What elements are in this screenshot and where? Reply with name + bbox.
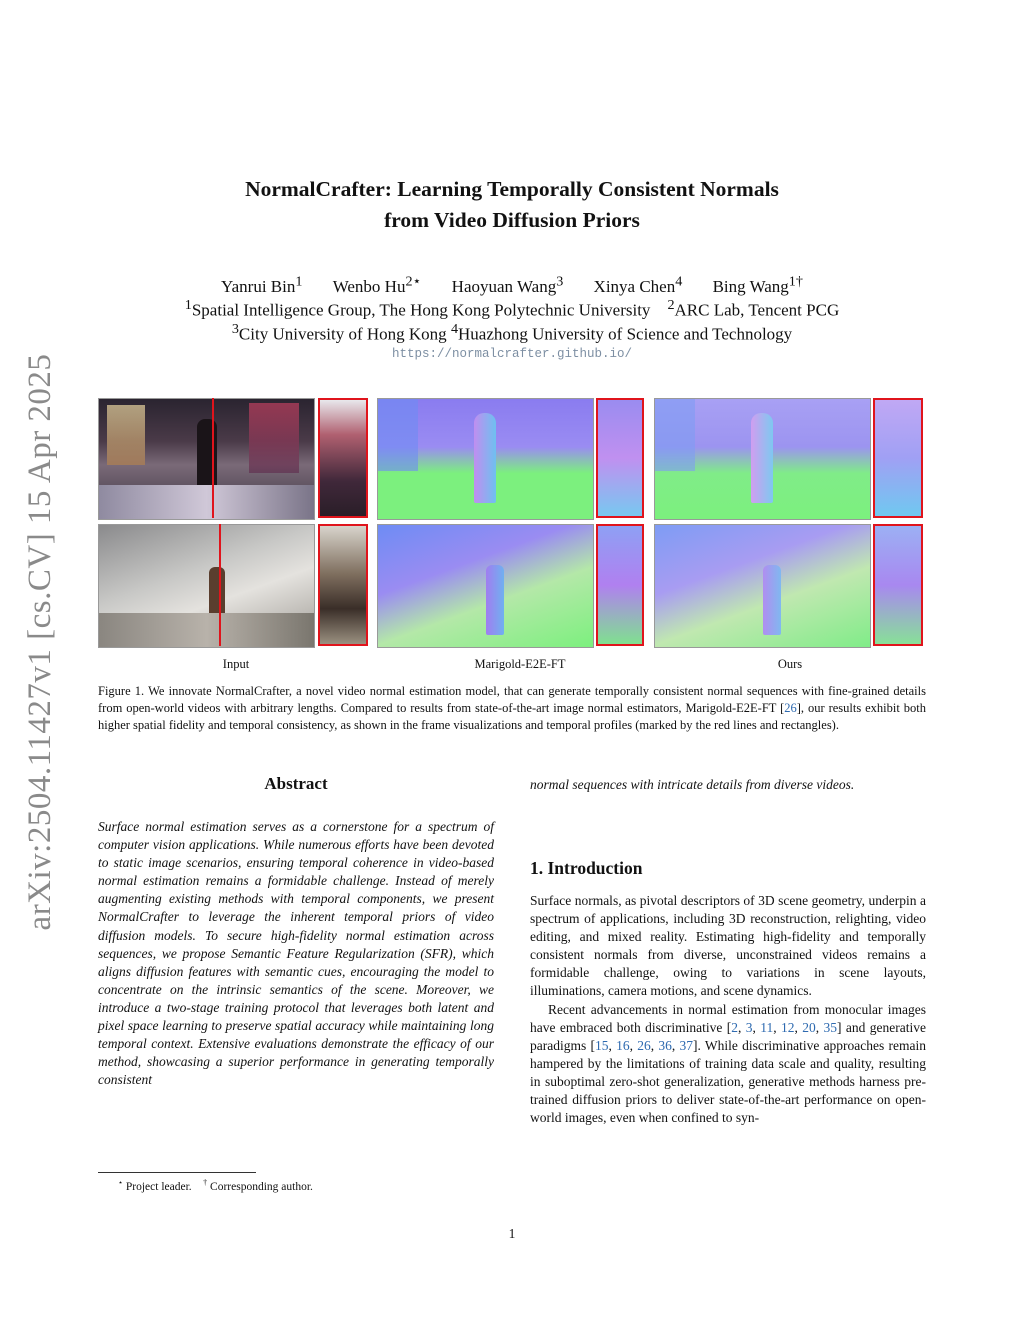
- marigold-normal-street: [377, 398, 594, 520]
- temporal-profile-crop: [318, 524, 368, 646]
- abstract-continuation: normal sequences with intricate details from diverse videos.: [530, 777, 855, 792]
- marigold-normal-hiker: [377, 524, 594, 648]
- affiliation: ARC Lab, Tencent PCG: [674, 300, 840, 320]
- citation-link[interactable]: 12: [781, 1019, 795, 1035]
- page-number: 1: [508, 1226, 516, 1241]
- author: Bing Wang$^{1\dagger}$: [712, 273, 803, 296]
- citation-link[interactable]: 36: [658, 1037, 672, 1053]
- arxiv-identifier: arXiv:2504.11427v1 [cs.CV] 15 Apr 2025: [22, 353, 58, 931]
- citation-link[interactable]: 11: [760, 1019, 774, 1035]
- citation-link[interactable]: 3: [745, 1019, 753, 1035]
- title-line-1: NormalCrafter: Learning Temporally Consistent Normals: [245, 177, 779, 201]
- marigold-profile-crop: [596, 524, 644, 646]
- figure-caption: Figure 1. We innovate NormalCrafter, a novel video normal estimation model, that can generate temporally consistent normal sequences with fine-grained details from open-world videos with arbitrary lengths. Compared to results from state-of-the-art image normal estimators, Marigold-E2E-FT [26], our results exhibit both higher spatial fidelity and temporal consistency, as shown in the frame visualizations and temporal profiles (marked by the red lines and rectangles).: [98, 684, 926, 732]
- citation-link[interactable]: 20: [802, 1019, 816, 1035]
- introduction-body: [530, 892, 926, 1127]
- citation-link[interactable]: 16: [616, 1037, 630, 1053]
- title-line-2: from Video Diffusion Priors: [384, 208, 640, 232]
- affiliation: Spatial Intelligence Group, The Hong Kong Polytechnic University: [191, 300, 651, 320]
- author: Wenbo $Hu^{2⋆}$: [332, 273, 422, 296]
- abstract-body: Surface normal estimation serves as a cornerstone for a spectrum of computer vision applications. While numerous efforts have been devoted to static image scenarios, ensuring temporal coherence in video-based normal estimation remains a formidable challenge. Instead of merely augmenting existing methods with temporal components, we present NormalCrafter to leverage the inherent temporal priors of video diffusion models. To secure high-fidelity normal estimation across sequences, we propose Semantic Feature Regularization (SFR), which aligns diffusion features with semantic cues, encouraging the model to concentrate on the intrinsic semantics of the scene. Moreover, we introduce a two-stage training protocol that leverages both latent and pixel space learning to preserve spatial accuracy while maintaining long temporal context. Extensive evaluations demonstrate the efficacy of our method, showcasing a superior performance in generating temporally consistent: [98, 819, 494, 1088]
- input-frame-hiker: [98, 524, 315, 648]
- citation-link[interactable]: 37: [679, 1037, 693, 1053]
- affiliation: Huazhong University of Science and Technology: [458, 324, 793, 344]
- footnotes: ⋆ Project leader. † Corresponding author.: [118, 1178, 313, 1193]
- project-url-link[interactable]: https://normalcrafter.github.io/: [391, 347, 633, 361]
- column-label-ours: Ours: [777, 657, 803, 671]
- author: Haoyuan Wang$^3$: [451, 273, 564, 296]
- paragraph: Surface normals, as pivotal descriptors of 3D scene geometry, underpin a spectrum of applications, including 3D reconstruction, relighting, video editing, and mixed reality. Estimating high-fidelity and temporally consistent normals from diverse, unconstrained videos remains a formidable challenge, owing to variations in scene layouts, illuminations, camera motions, and scene dynamics.: [530, 893, 926, 999]
- citation-link[interactable]: 26: [637, 1037, 651, 1053]
- paragraph: Recent advancements in normal estimation from monocular images have embraced both discriminative [2, 3, 11, 12, 20, 35] and generative paradigms [15, 16, 26, 36, 37]. While discriminative approaches remain hampered by the limitations of training data scale and quality, resulting in suboptimal zero-shot generalization, generative methods harness pre-trained diffusion priors to deliver state-of-the-art performance on open-world images, even when confined to syn-: [530, 1001, 927, 1126]
- temporal-profile-crop: [318, 398, 368, 518]
- section-heading: 1. Introduction: [530, 858, 643, 878]
- citation-link[interactable]: 15: [594, 1037, 609, 1053]
- author: Xinya Chen$^4$: [593, 273, 683, 296]
- ours-normal-hiker: [654, 524, 871, 648]
- ours-profile-crop: [873, 524, 923, 646]
- temporal-profile-line: [212, 398, 214, 518]
- abstract-heading: Abstract: [264, 774, 328, 793]
- author: Yanrui Bin$^1$: [221, 273, 303, 296]
- column-label-marigold: Marigold-E2E-FT: [474, 657, 566, 671]
- temporal-profile-line: [219, 524, 221, 646]
- citation-link[interactable]: 2: [731, 1019, 738, 1035]
- ours-profile-crop: [873, 398, 923, 518]
- citation-link[interactable]: 35: [823, 1019, 838, 1035]
- footnote-rule: [98, 1172, 256, 1173]
- paper-title: [100, 174, 924, 236]
- affiliation-line-1: $^1$Spatial Intelligence Group, The Hong Kong Polytechnic University $^2$ARC Lab, Tencent PCG: [184, 297, 840, 320]
- input-frame-street: [98, 398, 315, 520]
- affiliation: City University of Hong Kong: [238, 324, 451, 344]
- ours-normal-street: [654, 398, 871, 520]
- column-label-input: Input: [222, 657, 250, 671]
- affiliation-line-2: $^3$City University of Hong Kong $^4$Huazhong University of Science and Technology: [231, 321, 793, 344]
- citation-link[interactable]: 26: [784, 701, 797, 715]
- marigold-profile-crop: [596, 398, 644, 518]
